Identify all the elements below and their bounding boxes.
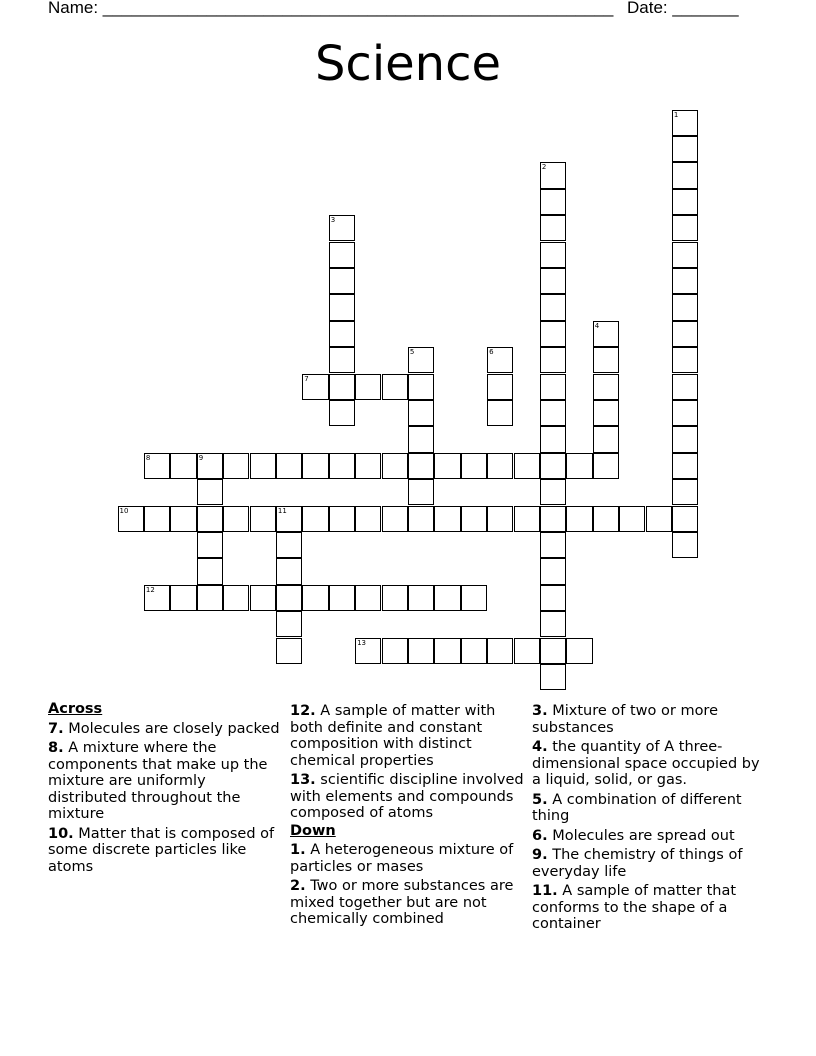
clue-number: 8 — [145, 453, 151, 462]
grid-cell[interactable] — [672, 426, 698, 452]
grid-cell[interactable] — [487, 638, 513, 664]
grid-cell[interactable] — [672, 321, 698, 347]
grid-cell[interactable] — [250, 506, 276, 532]
clue-number: 9 — [198, 453, 204, 462]
clue-across-8: 8. A mixture where the components that make up the mixture are uniformly distributed throughout the mixture — [48, 740, 268, 822]
grid-cell[interactable] — [593, 453, 619, 479]
grid-cell[interactable] — [302, 506, 328, 532]
grid-cell[interactable] — [144, 585, 170, 611]
clue-down-11: 11. A sample of matter that conforms to the shape of a container — [532, 883, 737, 932]
grid-cell[interactable] — [382, 374, 408, 400]
grid-cell[interactable] — [170, 453, 196, 479]
grid-cell[interactable] — [329, 374, 355, 400]
grid-cell[interactable] — [540, 189, 566, 215]
grid-cell[interactable] — [355, 585, 381, 611]
clue-down-2: 2. Two or more substances are mixed together but are not chemically combined — [290, 878, 514, 927]
grid-cell[interactable] — [540, 585, 566, 611]
grid-cell[interactable] — [355, 453, 381, 479]
grid-cell[interactable] — [540, 558, 566, 584]
grid-cell[interactable] — [540, 268, 566, 294]
grid-cell[interactable] — [170, 506, 196, 532]
grid-cell[interactable] — [540, 426, 566, 452]
grid-cell[interactable] — [276, 453, 302, 479]
clue-column-3 — [532, 700, 766, 933]
grid-cell[interactable] — [276, 638, 302, 664]
grid-cell[interactable] — [514, 453, 540, 479]
grid-cell[interactable] — [355, 506, 381, 532]
grid-cell[interactable] — [408, 374, 434, 400]
clue-down-4: 4. the quantity of A three-dimensional space occupied by a liquid, solid, or gas. — [532, 739, 760, 788]
grid-cell[interactable] — [197, 453, 223, 479]
grid-cell[interactable] — [487, 347, 513, 373]
grid-cell[interactable] — [487, 374, 513, 400]
grid-cell[interactable] — [461, 506, 487, 532]
grid-cell[interactable] — [461, 585, 487, 611]
grid-cell[interactable] — [593, 347, 619, 373]
clue-down-5: 5. A combination of different thing — [532, 791, 742, 824]
grid-cell[interactable] — [514, 638, 540, 664]
grid-cell[interactable] — [144, 506, 170, 532]
grid-cell[interactable] — [276, 558, 302, 584]
clue-number: 12 — [145, 585, 155, 594]
grid-cell[interactable] — [514, 506, 540, 532]
grid-cell[interactable] — [540, 374, 566, 400]
grid-cell[interactable] — [434, 585, 460, 611]
grid-cell[interactable] — [672, 136, 698, 162]
grid-cell[interactable] — [408, 347, 434, 373]
grid-cell[interactable] — [355, 374, 381, 400]
grid-cell[interactable] — [672, 215, 698, 241]
grid-cell[interactable] — [672, 110, 698, 136]
grid-cell[interactable] — [408, 453, 434, 479]
clue-number: 1 — [673, 110, 679, 119]
grid-cell[interactable] — [540, 638, 566, 664]
grid-cell[interactable] — [197, 532, 223, 558]
grid-cell[interactable] — [672, 400, 698, 426]
grid-cell[interactable] — [461, 453, 487, 479]
grid-cell[interactable] — [170, 585, 196, 611]
clue-down-9: 9. The chemistry of things of everyday life — [532, 847, 743, 880]
grid-cell[interactable] — [250, 453, 276, 479]
grid-cell[interactable] — [302, 585, 328, 611]
grid-cell[interactable] — [672, 189, 698, 215]
clue-down-6: 6. Molecules are spread out — [532, 827, 735, 844]
grid-cell[interactable] — [672, 268, 698, 294]
clue-number: 6 — [489, 348, 494, 357]
grid-cell[interactable] — [487, 453, 513, 479]
grid-cell[interactable] — [540, 532, 566, 558]
grid-cell[interactable] — [434, 638, 460, 664]
grid-cell[interactable] — [672, 162, 698, 188]
grid-cell[interactable] — [593, 374, 619, 400]
grid-cell[interactable] — [646, 506, 672, 532]
grid-cell[interactable] — [408, 400, 434, 426]
grid-cell[interactable] — [540, 611, 566, 637]
grid-cell[interactable] — [672, 347, 698, 373]
clue-number: 10 — [119, 506, 129, 515]
grid-cell[interactable] — [672, 453, 698, 479]
clue-across-13: 13. scientific discipline involved with elements and compounds composed of atoms — [290, 772, 524, 821]
grid-cell[interactable] — [566, 638, 592, 664]
grid-cell[interactable] — [408, 506, 434, 532]
grid-cell[interactable] — [434, 453, 460, 479]
grid-cell[interactable] — [302, 374, 328, 400]
grid-cell[interactable] — [540, 400, 566, 426]
grid-cell[interactable] — [197, 479, 223, 505]
clue-column-1 — [48, 700, 284, 875]
clue-down-3: 3. Mixture of two or more substances — [532, 703, 718, 736]
grid-cell[interactable] — [434, 506, 460, 532]
grid-cell[interactable] — [540, 215, 566, 241]
grid-cell[interactable] — [382, 638, 408, 664]
grid-cell[interactable] — [223, 506, 249, 532]
grid-cell[interactable] — [197, 506, 223, 532]
clue-across-7: 7. Molecules are closely packed — [48, 720, 280, 737]
grid-cell[interactable] — [540, 321, 566, 347]
grid-cell[interactable] — [540, 506, 566, 532]
grid-cell[interactable] — [566, 506, 592, 532]
clue-number: 7 — [304, 374, 309, 383]
page-title: Science — [314, 36, 502, 92]
grid-cell[interactable] — [672, 374, 698, 400]
grid-cell[interactable] — [566, 453, 592, 479]
grid-cell[interactable] — [593, 321, 619, 347]
grid-cell[interactable] — [540, 347, 566, 373]
grid-cell[interactable] — [540, 479, 566, 505]
grid-cell[interactable] — [302, 453, 328, 479]
grid-cell[interactable] — [540, 242, 566, 268]
grid-cell[interactable] — [593, 426, 619, 452]
clue-down-1: 1. A heterogeneous mixture of particles or mases — [290, 842, 514, 875]
clue-number: 4 — [594, 321, 600, 330]
grid-cell[interactable] — [672, 532, 698, 558]
clue-number: 13 — [357, 638, 367, 647]
clue-number: 3 — [330, 216, 336, 225]
grid-cell[interactable] — [329, 453, 355, 479]
grid-cell[interactable] — [329, 215, 355, 241]
clue-across-12: 12. A sample of matter with both definite and constant composition with distinct chemical properties — [290, 703, 496, 769]
grid-cell[interactable] — [619, 506, 645, 532]
grid-cell[interactable] — [197, 558, 223, 584]
grid-cell[interactable] — [355, 638, 381, 664]
grid-cell[interactable] — [487, 400, 513, 426]
grid-cell[interactable] — [461, 638, 487, 664]
grid-cell[interactable] — [672, 506, 698, 532]
grid-cell[interactable] — [276, 506, 302, 532]
clue-number: 11 — [277, 506, 287, 515]
grid-cell[interactable] — [223, 453, 249, 479]
down-heading: Down — [290, 822, 336, 839]
grid-cell[interactable] — [329, 400, 355, 426]
grid-cell[interactable] — [408, 479, 434, 505]
grid-cell[interactable] — [540, 664, 566, 690]
grid-cell[interactable] — [672, 242, 698, 268]
grid-cell[interactable] — [197, 585, 223, 611]
grid-cell[interactable] — [540, 294, 566, 320]
grid-cell[interactable] — [329, 347, 355, 373]
clue-number: 2 — [541, 163, 547, 172]
grid-cell[interactable] — [329, 268, 355, 294]
grid-cell[interactable] — [593, 400, 619, 426]
grid-cell[interactable] — [408, 585, 434, 611]
across-heading: Across — [48, 701, 103, 717]
grid-cell[interactable] — [250, 585, 276, 611]
grid-cell[interactable] — [329, 585, 355, 611]
date-field: Date: _______ — [627, 0, 739, 17]
grid-cell[interactable] — [223, 585, 249, 611]
grid-cell[interactable] — [593, 506, 619, 532]
grid-cell[interactable] — [672, 479, 698, 505]
grid-cell[interactable] — [382, 506, 408, 532]
grid-cell[interactable] — [329, 242, 355, 268]
grid-cell[interactable] — [118, 506, 144, 532]
grid-cell[interactable] — [408, 426, 434, 452]
grid-cell[interactable] — [408, 638, 434, 664]
grid-cell[interactable] — [540, 453, 566, 479]
grid-cell[interactable] — [487, 506, 513, 532]
clue-across-10: 10. Matter that is composed of some discrete particles like atoms — [48, 825, 275, 875]
grid-cell[interactable] — [382, 453, 408, 479]
grid-cell[interactable] — [329, 506, 355, 532]
grid-cell[interactable] — [672, 294, 698, 320]
clue-column-2 — [290, 700, 526, 928]
grid-cell[interactable] — [276, 611, 302, 637]
grid-cell[interactable] — [540, 162, 566, 188]
grid-cell[interactable] — [329, 294, 355, 320]
grid-cell[interactable] — [276, 585, 302, 611]
clue-number: 5 — [409, 348, 415, 357]
name-field: Name: ______________________________________________________ — [48, 0, 614, 17]
grid-cell[interactable] — [329, 321, 355, 347]
grid-cell[interactable] — [276, 532, 302, 558]
grid-cell[interactable] — [382, 585, 408, 611]
grid-cell[interactable] — [144, 453, 170, 479]
